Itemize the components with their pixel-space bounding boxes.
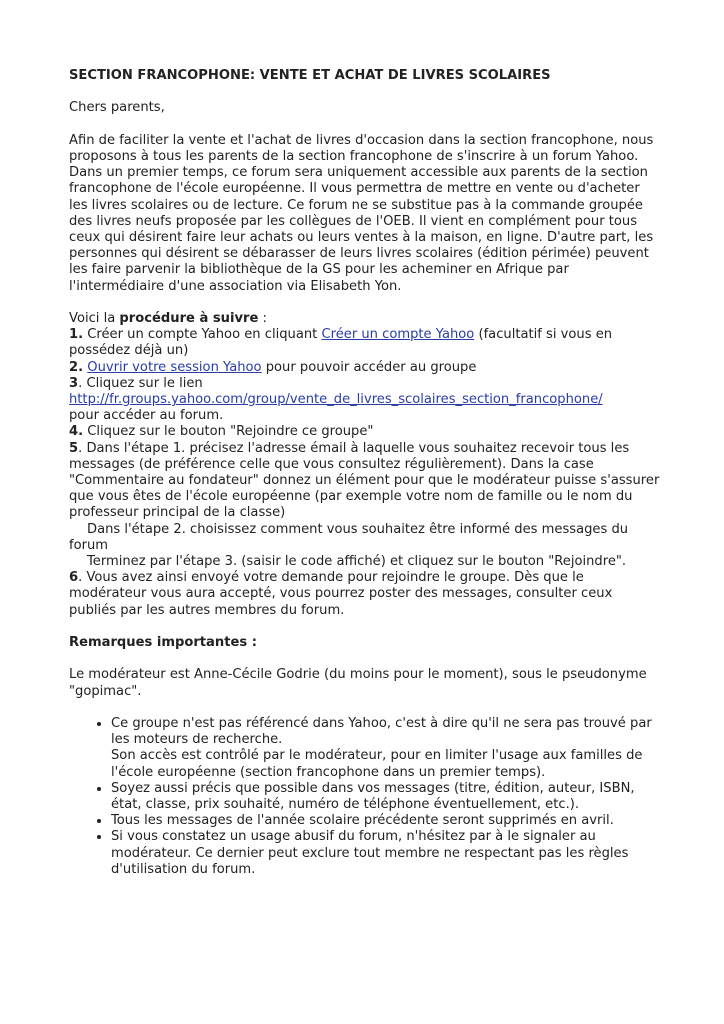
spacer	[69, 117, 661, 133]
greeting: Chers parents,	[69, 100, 165, 116]
step-5-substep-3	[69, 554, 661, 570]
list-item	[111, 813, 661, 829]
intro-paragraph-1: Afin de faciliter la vente et l'achat de livres d'occasion dans la section francophone, nous proposons à tous les parents de la section francophone de s'inscrire à un forum Yahoo.	[69, 132, 654, 164]
step-5	[69, 441, 661, 522]
create-yahoo-account-link[interactable]: Créer un compte Yahoo	[321, 327, 475, 343]
spacer	[69, 619, 661, 635]
step-number: 5	[69, 440, 79, 456]
step-text: Terminez par l'étape 3. (saisir le code affiché) et cliquez sur le bouton "Rejoindre".	[87, 554, 627, 570]
step-text: . Vous avez ainsi envoyé votre demande pour rejoindre le groupe. Dès que le modérateur vous aura accepté, vous pourrez poster des messages, consulter ceux publiés par les autres membres du forum.	[69, 570, 613, 618]
list-item	[111, 829, 661, 878]
step-6	[69, 570, 661, 619]
list-item-text: Soyez aussi précis que possible dans vos messages (titre, édition, auteur, ISBN, état, classe, prix souhaité, numéro de téléphone éventuellement, etc.).	[111, 780, 635, 813]
step-3	[69, 376, 661, 392]
procedure-intro	[69, 311, 661, 327]
step-number: 2.	[69, 359, 84, 375]
step-text: Créer un compte Yahoo en cliquant	[83, 327, 322, 343]
yahoo-group-url-link[interactable]: http://fr.groups.yahoo.com/group/vente_de_livres_scolaires_section_francophone/	[69, 392, 603, 408]
spacer	[69, 84, 661, 100]
list-item-text: Ce groupe n'est pas référencé dans Yahoo, c'est à dire qu'il ne sera pas trouvé par les moteurs de recherche.	[111, 716, 652, 748]
spacer	[69, 700, 661, 716]
procedure-intro-bold: procédure à suivre	[119, 311, 259, 326]
step-number: 6	[69, 570, 79, 586]
procedure-section	[69, 311, 661, 619]
step-number: 1.	[69, 327, 84, 343]
step-text: (facultatif si vous en possédez déjà un)	[69, 327, 613, 359]
remarks-heading	[69, 635, 661, 651]
intro-paragraph-2: Dans un premier temps, ce forum sera uniquement accessible aux parents de la section francophone de l'école européenne. Il vous permettra de mettre en vente ou d'acheter les livres scolaires ou de lecture. Ce forum ne se substitue pas à la commande groupée des livres neufs proposée par les collègues de l'OEB. Il vient en complément pour tous ceux qui désirent faire leur achats ou leurs ventes à la maison, en ligne. D'autre part, les personnes qui désirent se débarasser de leurs livres scolaires (édition périmée) peuvent les faire parvenir la bibliothèque de la GS pour les acheminer en Afrique par l'intermédiaire d'une association via Elisabeth Yon.	[69, 165, 654, 294]
moderator-note: Le modérateur est Anne-Cécile Godrie (du moins pour le moment), sous le pseudonyme "gopimac".	[69, 667, 647, 699]
open-yahoo-session-link[interactable]: Ouvrir votre session Yahoo	[87, 359, 262, 375]
step-number: 4.	[69, 424, 84, 440]
step-3-link-line	[69, 392, 661, 408]
spacer	[69, 651, 661, 667]
step-2	[69, 360, 661, 376]
list-item	[111, 716, 661, 781]
step-4	[69, 424, 661, 440]
step-text: . Dans l'étape 1. précisez l'adresse émail à laquelle vous souhaitez recevoir tous les messages (de préférence celle que vous consultez régulièrement). Dans la case "Commentaire au fondateur" donnez un élément pour que le modérateur puisse s'assurer que vous êtes de l'école européenne (par exemple votre nom de famille ou le nom du professeur principal de la classe)	[69, 440, 660, 521]
list-item-text: Tous les messages de l'année scolaire précédente seront supprimés en avril.	[111, 813, 614, 829]
procedure-intro-suffix: :	[258, 311, 267, 326]
spacer	[69, 295, 661, 311]
step-number: 3	[69, 375, 79, 391]
step-text: Dans l'étape 2. choisissez comment vous souhaitez être informé des messages du forum	[69, 521, 629, 553]
document-page	[69, 68, 661, 878]
list-item	[111, 781, 661, 813]
step-text: pour pouvoir accéder au groupe	[261, 359, 477, 375]
list-item-text: Si vous constatez un usage abusif du forum, n'hésitez par à le signaler au modérateur. Ce dernier peut exclure tout membre ne respectant pas les règles d'utilisation du forum.	[111, 829, 629, 877]
list-item-text: Son accès est contrôlé par le modérateur, pour en limiter l'usage aux familles de l'école européenne (section francophone dans un premier temps).	[111, 748, 643, 780]
remarks-heading-text: Remarques importantes :	[69, 635, 257, 651]
document-title: SECTION FRANCOPHONE: VENTE ET ACHAT DE LIVRES SCOLAIRES	[69, 68, 551, 83]
step-5-substep-2	[69, 522, 661, 554]
step-3-suffix: pour accéder au forum.	[69, 408, 224, 424]
remarks-list	[69, 716, 661, 878]
step-text: . Cliquez sur le lien	[78, 375, 203, 391]
step-text: Cliquez sur le bouton "Rejoindre ce groupe"	[83, 424, 374, 440]
step-1	[69, 327, 661, 359]
procedure-intro-prefix: Voici la	[69, 311, 120, 326]
